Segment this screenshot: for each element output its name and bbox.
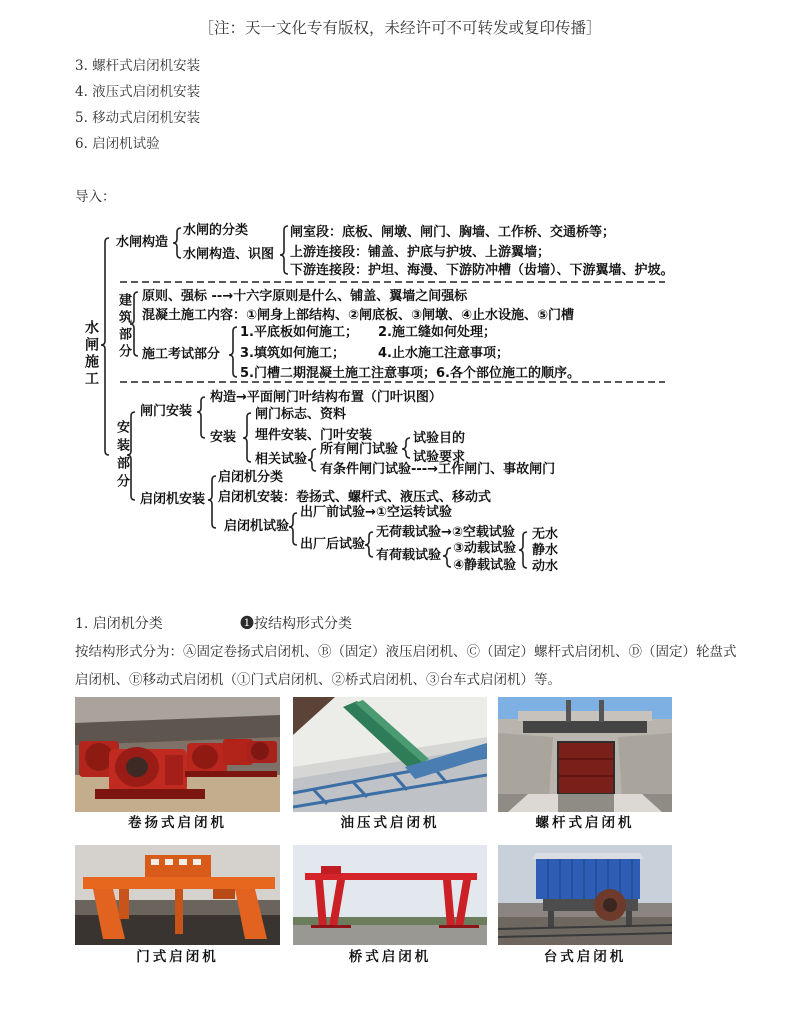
mindmap-hoist-water: 动水 [532, 559, 559, 574]
winch-hoist-image [75, 697, 280, 812]
intro-label: 导入： [75, 189, 116, 205]
mindmap-segment: 下游连接段：护坦、海漫、下游防冲槽（齿墙）、下游翼墙、护坡。 [290, 263, 674, 278]
mindmap-structure-title: 水闸构造 [116, 235, 169, 250]
mindmap-exam-item: 1.平底板如何施工； [240, 325, 358, 340]
brace-connector [280, 226, 288, 274]
mindmap-root: 水闸施工 [83, 320, 99, 388]
mindmap-exam-item: 4.止水施工注意事项； [378, 346, 509, 361]
mindmap-segment: 上游连接段：铺盖、护底与护坡、上游翼墙； [290, 245, 551, 260]
list-item: 6. 启闭机试验 [75, 136, 160, 152]
brace-connector [229, 327, 237, 377]
photo-hydraulic-hoist [293, 697, 487, 812]
list-item: 4. 液压式启闭机安装 [75, 84, 201, 100]
mindmap-building-title: 建筑部分 [116, 293, 131, 361]
section-subheading: ❶按结构形式分类 [240, 616, 352, 632]
paragraph-line: 按结构形式分为：Ⓐ固定卷扬式启闭机、Ⓑ（固定）液压启闭机、Ⓒ（固定）螺杆式启闭机、Ⓓ（固定）轮盘式 [75, 644, 737, 660]
mindmap-exam-item: 5.门槽二期混凝土施工注意事项；6.各个部位施工的顺序。 [240, 366, 580, 381]
brace-connector [243, 413, 251, 462]
list-item: 3. 螺杆式启闭机安装 [75, 58, 201, 74]
list-item: 5. 移动式启闭机安装 [75, 110, 201, 126]
photo-caption: 卷扬式启闭机 [128, 815, 227, 831]
photo-gantry-hoist [75, 845, 280, 945]
mindmap-gate-install-item: 埋件安装、门叶安装 [255, 428, 373, 443]
mindmap-structure-classification: 水闸的分类 [183, 223, 249, 238]
mindmap-exam-item: 2.施工缝如何处理； [378, 325, 496, 340]
brace-connector [365, 532, 373, 557]
photo-caption: 螺杆式启闭机 [535, 815, 635, 831]
photo-trolley-hoist [498, 845, 672, 945]
brace-connector [197, 397, 205, 438]
mindmap-gate-construction: 构造→平面闸门叶结构布置（门叶识图） [210, 390, 442, 405]
mindmap-gate-install-item: 闸门标志、资料 [255, 407, 347, 422]
mindmap-hoist-post-factory: 出厂后试验 [300, 537, 366, 552]
hydraulic-hoist-image [293, 697, 487, 812]
brace-connector [101, 238, 109, 455]
mindmap-hoist-load: 有荷载试验 [376, 548, 442, 563]
photo-caption: 桥式启闭机 [348, 949, 432, 965]
photo-caption: 油压式启闭机 [340, 815, 440, 831]
mindmap-installation-title: 安装部分 [114, 420, 129, 492]
photo-winch-hoist [75, 697, 280, 812]
photo-caption: 门式启闭机 [136, 949, 219, 965]
screw-hoist-image [498, 697, 672, 812]
brace-connector [443, 548, 451, 567]
brace-connector [308, 449, 316, 471]
mindmap-gate-all-tests-item: 试验目的 [413, 431, 466, 446]
mindmap-hoist-pre-factory: 出厂前试验→①空运转试验 [300, 505, 452, 520]
brace-connector [208, 476, 216, 528]
mindmap-principle: 原则、强标 --→十六字原则是什么、铺盖、翼墙之间强标 [142, 289, 468, 304]
mindmap-hoist-classification: 启闭机分类 [218, 470, 284, 485]
mindmap-hoist-install: 启闭机安装：卷扬式、螺杆式、液压式、移动式 [218, 490, 492, 505]
photo-screw-hoist [498, 697, 672, 812]
section-heading: 1. 启闭机分类 [75, 616, 163, 632]
mindmap-segment: 闸室段：底板、闸墩、闸门、胸墙、工作桥、交通桥等； [290, 225, 616, 240]
mindmap-gate-all-tests-item: 试验要求 [413, 450, 466, 465]
mindmap-gate-all-tests: 所有闸门试验 [320, 442, 399, 457]
mindmap-concrete: 混凝土施工内容：①闸身上部结构、②闸底板、③闸墩、④止水设施、⑤门槽 [142, 308, 575, 323]
mindmap-gate-conditional-test: 有条件闸门试验---→工作闸门、事故闸门 [320, 462, 556, 477]
mindmap-hoist-water: 无水 [532, 527, 559, 542]
gantry-hoist-image [75, 845, 280, 945]
mindmap-hoist-water: 静水 [532, 543, 559, 558]
copyright-notice: ［注：天一文化专有版权，未经许可不可转发或复印传播］ [198, 19, 602, 37]
mindmap-hoist-static: ④静载试验 [453, 558, 517, 573]
mindmap-gate-install-title: 安装 [210, 430, 237, 445]
mindmap-hoist-tests-title: 启闭机试验 [224, 519, 290, 534]
mindmap-hoist-title: 启闭机安装 [140, 492, 206, 507]
bridge-hoist-image [293, 845, 487, 945]
mindmap-exam-item: 3.填筑如何施工； [240, 346, 345, 361]
mindmap-hoist-no-load: 无荷载试验→②空载试验 [376, 525, 515, 540]
photo-caption: 台式启闭机 [543, 949, 627, 965]
mindmap-gate-tests-title: 相关试验 [255, 452, 308, 467]
brace-connector [173, 228, 181, 258]
mindmap-gate-title: 闸门安装 [140, 404, 193, 419]
paragraph-line: 启闭机、Ⓔ移动式启闭机（①门式启闭机、②桥式启闭机、③台车式启闭机）等。 [75, 672, 561, 688]
brace-connector [519, 532, 527, 568]
photo-bridge-hoist [293, 845, 487, 945]
mindmap-structure-drawing: 水闸构造、识图 [183, 247, 275, 262]
brace-connector [402, 438, 410, 458]
trolley-hoist-image [498, 845, 672, 945]
mindmap-hoist-dynamic: ③动载试验 [453, 541, 517, 556]
brace-connector [289, 513, 297, 545]
mindmap-exam-title: 施工考试部分 [142, 347, 221, 362]
